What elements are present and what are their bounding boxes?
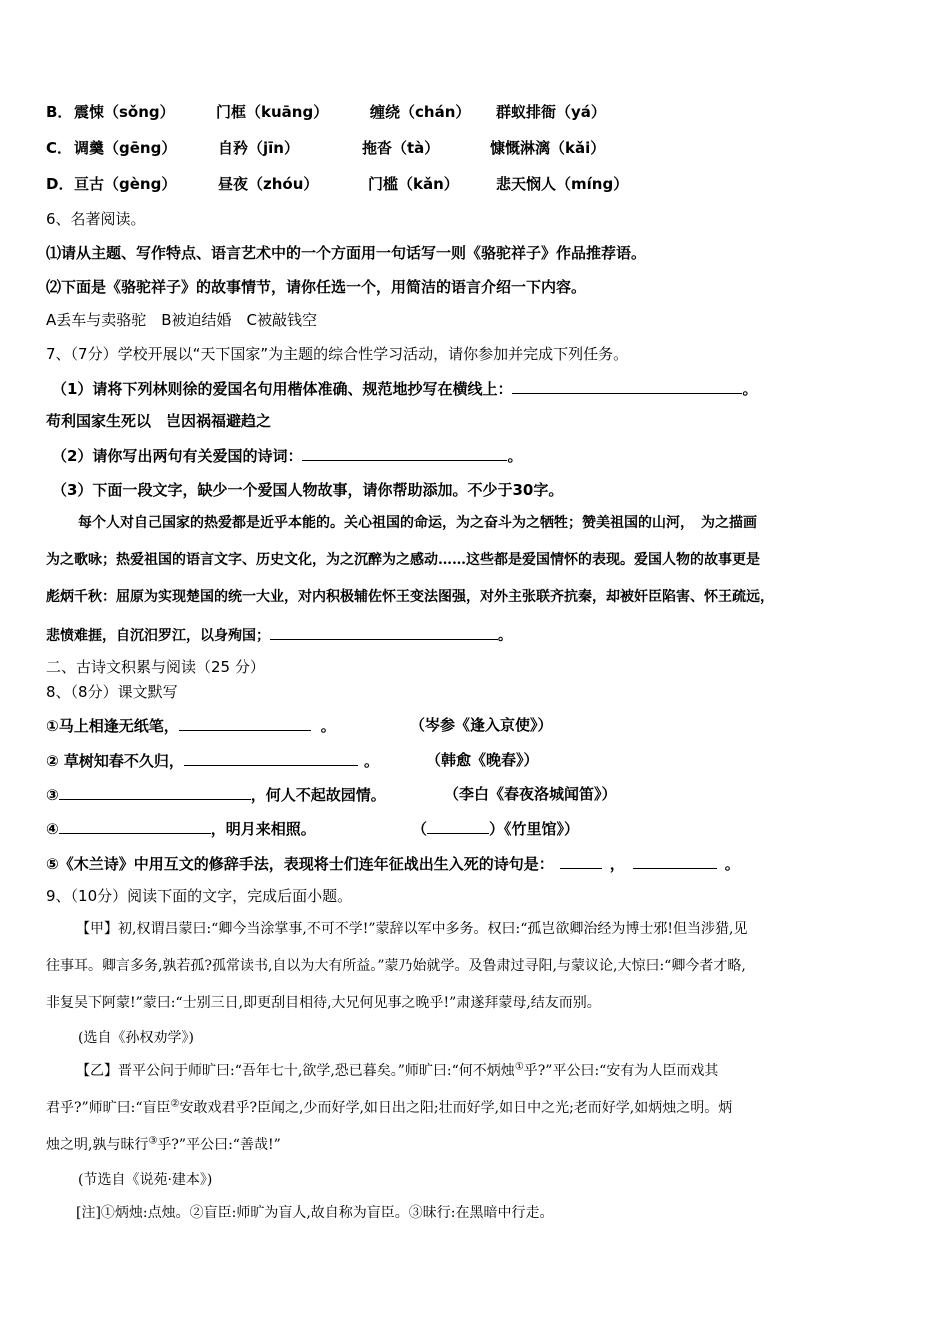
punct: 。	[320, 717, 336, 735]
q7-sub2-text: （2）请你写出两句有关爱国的诗词：	[52, 447, 303, 465]
q9-yi-line	[46, 1135, 281, 1155]
q7-paragraph-line: 彪炳千秋：屈原为实现楚国的统一大业，对内积极辅佐怀王变法图强，对外主张联齐抗秦，却被奸臣陷害、怀王疏远，	[46, 589, 774, 605]
footnote-mark: ③	[148, 1135, 158, 1147]
q7-paragraph-line: 为之歌咏；热爱祖国的语言文字、历史文化，为之沉醉为之感动……这些都是爱国情怀的表现。爱国人物的故事更是	[46, 552, 760, 568]
q9-yi-text: 烛之明,孰与昧行	[46, 1137, 149, 1153]
option-item: 缠绕（chán）	[370, 103, 471, 121]
option-label: C．	[46, 139, 73, 157]
q9-yi-source: (节选自《说苑·建本》)	[78, 1172, 213, 1188]
answer-blank[interactable]	[59, 784, 251, 800]
q8-line1	[46, 715, 906, 736]
q8-line4	[46, 818, 906, 839]
q6-part1: ⑴请从主题、写作特点、语言艺术中的一个方面用一句话写一则《骆驼祥子》作品推荐语。	[46, 244, 647, 262]
q7-title: 7、（7分）学校开展以“天下国家”为主题的综合性学习活动，请你参加并完成下列任务。	[46, 345, 629, 363]
q9-yi-text: 安敢戏君乎?臣闻之,少而好学,如日出之阳;壮而好学,如日中之光;老而好学,如炳烛之明。炳	[179, 1100, 733, 1116]
q7-sub2	[52, 445, 522, 466]
q8-source: （李白《春夜洛城闻笛》）	[444, 785, 617, 803]
q8-line3	[46, 784, 906, 805]
q8-question: ⑤《木兰诗》中用互文的修辞手法，表现将士们连年征战出生入死的诗句是：	[46, 855, 554, 873]
punct: 。	[742, 380, 758, 398]
q9-yi-text: 【乙】晋平公问于师旷曰:“吾年七十,欲学,恐已暮矣。”师旷曰:“何不炳烛	[76, 1063, 515, 1079]
footnote-mark: ②	[170, 1098, 180, 1110]
q6-title: 6、名著阅读。	[46, 210, 146, 228]
q9-yi-line	[76, 1061, 718, 1081]
section-2-title: 二、古诗文积累与阅读（25 分）	[46, 658, 265, 676]
option-item: 慷慨淋漓（kǎi）	[490, 139, 606, 157]
answer-blank[interactable]	[184, 750, 358, 766]
q7-paragraph-text: 悲愤难捱，自沉汨罗江，以身殉国；	[46, 628, 270, 644]
punct: 。	[724, 855, 740, 873]
q8-verse: ①马上相逢无纸笔，	[46, 717, 179, 735]
q9-jia-line: 往事耳。卿言多务,孰若孤?孤常读书,自以为大有所益。”蒙乃始就学。及鲁肃过寻阳,与蒙议论,大惊曰:“卿今者才略,	[46, 958, 746, 974]
q8-source: （岑参《逢入京使》）	[410, 716, 553, 734]
option-item: 昼夜（zhóu）	[218, 175, 319, 193]
q8-verse: ，明月来相照。	[210, 820, 316, 838]
q9-title: 9、（10分）阅读下面的文字，完成后面小题。	[46, 887, 353, 905]
option-label: B．	[46, 103, 73, 121]
answer-blank[interactable]	[560, 853, 602, 869]
answer-blank[interactable]	[302, 445, 507, 461]
option-item: 门槛（kǎn）	[368, 175, 459, 193]
option-label: D．	[46, 175, 74, 193]
option-item: 群蚁排衙（yá）	[496, 103, 606, 121]
q9-yi-text: 乎?”平公曰:“善哉!”	[157, 1137, 281, 1153]
punct: 。	[498, 628, 512, 644]
option-item: 拖沓（tà）	[362, 139, 440, 157]
answer-blank[interactable]	[427, 818, 489, 834]
answer-blank[interactable]	[270, 624, 498, 640]
q7-sub3: （3）下面一段文字，缺少一个爱国人物故事，请你帮助添加。不少于30字。	[52, 481, 564, 499]
q9-yi-text: 乎?”平公曰:“安有为人臣而戏其	[523, 1063, 719, 1079]
answer-blank[interactable]	[179, 715, 311, 731]
q9-jia-source: (选自《孙权劝学》)	[78, 1030, 194, 1046]
footnote-mark: ①	[514, 1061, 524, 1073]
q8-verse: ，何人不起故园情。	[250, 786, 386, 804]
q8-line5	[46, 853, 740, 874]
q7-paragraph-line: 每个人对自己国家的热爱都是近乎本能的。关心祖国的命运，为之奋斗为之牺牲；赞美祖国的山河， 为之描画	[78, 515, 757, 531]
q9-note: [注]①炳烛:点烛。②盲臣:师旷为盲人,故自称为盲臣。③昧行:在黑暗中行走。	[76, 1205, 554, 1221]
q8-source-text: ）《竹里馆》）	[489, 820, 580, 838]
q9-yi-line	[46, 1098, 732, 1118]
q9-yi-text: 君乎?”师旷曰:“盲臣	[46, 1100, 171, 1116]
q7-quote: 苟利国家生死以 岂因祸福避趋之	[46, 412, 272, 430]
q8-verse: ④	[46, 820, 59, 838]
q8-source	[412, 818, 579, 839]
option-item: 悲天悯人（míng）	[496, 175, 629, 193]
answer-blank[interactable]	[633, 853, 717, 869]
option-item: 自矜（jīn）	[218, 139, 299, 157]
option-item: 震悚（sǒng）	[74, 103, 175, 121]
option-item: 门框（kuāng）	[216, 103, 329, 121]
q6-part2: ⑵下面是《骆驼祥子》的故事情节，请你任选一个，用简洁的语言介绍一下内容。	[46, 278, 587, 296]
paren: （	[412, 820, 428, 838]
option-item: 调羹（gēng）	[74, 139, 177, 157]
punct: 。	[363, 752, 379, 770]
q8-line2	[46, 750, 906, 771]
punct: 。	[507, 447, 523, 465]
q8-source: （韩愈《晚春》）	[426, 751, 539, 769]
q7-sub1-text: （1）请将下列林则徐的爱国名句用楷体准确、规范地抄写在横线上：	[52, 380, 513, 398]
q8-verse: ③	[46, 786, 59, 804]
q8-verse: ② 草树知春不久归，	[46, 752, 184, 770]
q6-options: A丢车与卖骆驼 B被迫结婚 C被敲钱空	[46, 311, 318, 329]
punct: ，	[609, 855, 625, 873]
q8-title: 8、（8分）课文默写	[46, 683, 178, 701]
option-item: 亘古（gèng）	[74, 175, 177, 193]
answer-blank[interactable]	[512, 378, 742, 394]
answer-blank[interactable]	[59, 818, 211, 834]
q7-paragraph-line	[46, 624, 512, 646]
q9-jia-line: 非复吴下阿蒙!”蒙曰:“士别三日,即更刮目相待,大兄何见事之晚乎!”肃遂拜蒙母,结友而别。	[46, 995, 601, 1011]
q9-jia-line: 【甲】初,权谓吕蒙曰:“卿今当涂掌事,不可不学!”蒙辞以军中多务。权曰:“孤岂欲卿治经为博士邪!但当涉猎,见	[76, 921, 748, 937]
q7-sub1	[52, 378, 757, 399]
